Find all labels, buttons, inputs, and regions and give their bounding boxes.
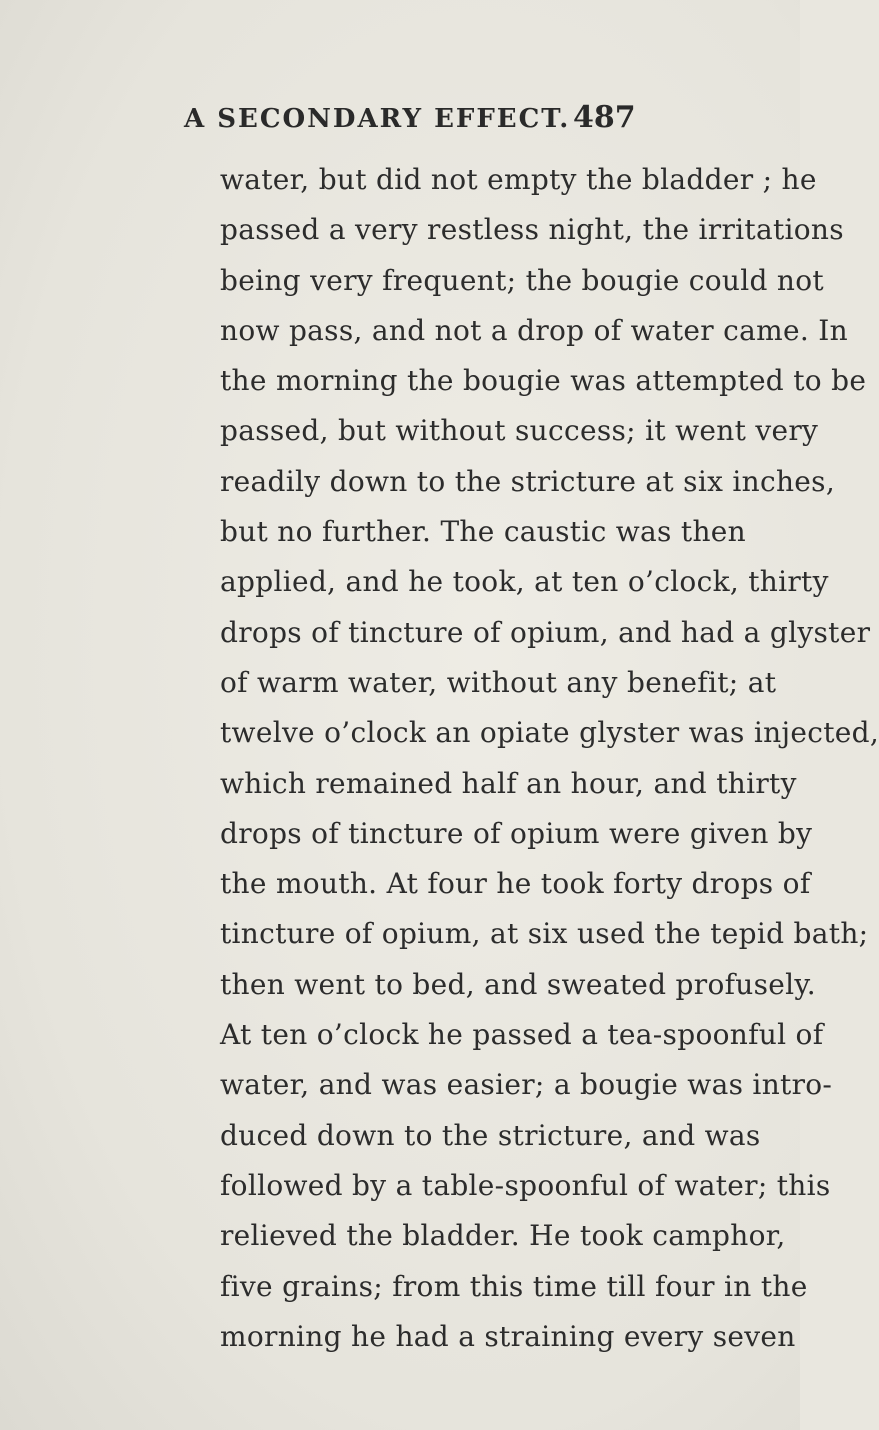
text-line: water, but did not empty the bladder ; he: [220, 163, 817, 196]
text-line: which remained half an hour, and thirty: [220, 766, 797, 800]
text-line: twelve o’clock an opiate glyster was injected,: [220, 716, 879, 750]
text-line: drops of tincture of opium were given by: [220, 816, 813, 850]
text-line: applied, and he took, at ten o’clock, thirty: [220, 565, 829, 599]
text-line: but no further. The caustic was then: [220, 515, 747, 549]
text-line: of warm water, without any benefit; at: [220, 665, 777, 699]
text-line: water, and was easier; a bougie was intro-: [220, 1068, 833, 1102]
body-text: [220, 155, 879, 1362]
text-line: five grains; from this time till four in the: [220, 1269, 808, 1303]
page-header: [0, 100, 800, 140]
text-line: tincture of opium, at six used the tepid bath;: [220, 917, 869, 951]
text-line: now pass, and not a drop of water came. In: [220, 313, 848, 347]
text-line: the morning the bougie was attempted to be: [220, 364, 867, 398]
text-line: being very frequent; the bougie could not: [220, 263, 824, 297]
text-line: relieved the bladder. He took camphor,: [220, 1219, 786, 1253]
text-line: readily down to the stricture at six inches,: [220, 464, 836, 498]
text-line: then went to bed, and sweated profusely.: [220, 967, 816, 1001]
text-line: drops of tincture of opium, and had a glyster: [220, 615, 871, 649]
text-line: followed by a table-spoonful of water; this: [220, 1168, 831, 1202]
running-title: A SECONDARY EFFECT.: [184, 104, 571, 134]
page-number: 487: [573, 100, 636, 135]
text-line: At ten o’clock he passed a tea-spoonful of: [220, 1018, 824, 1052]
text-line: passed, but without success; it went very: [220, 414, 819, 448]
text-line: duced down to the stricture, and was: [220, 1118, 761, 1152]
text-line: the mouth. At four he took forty drops of: [220, 867, 811, 901]
text-line: morning he had a straining every seven: [220, 1319, 796, 1353]
text-line: passed a very restless night, the irritations: [220, 213, 844, 247]
